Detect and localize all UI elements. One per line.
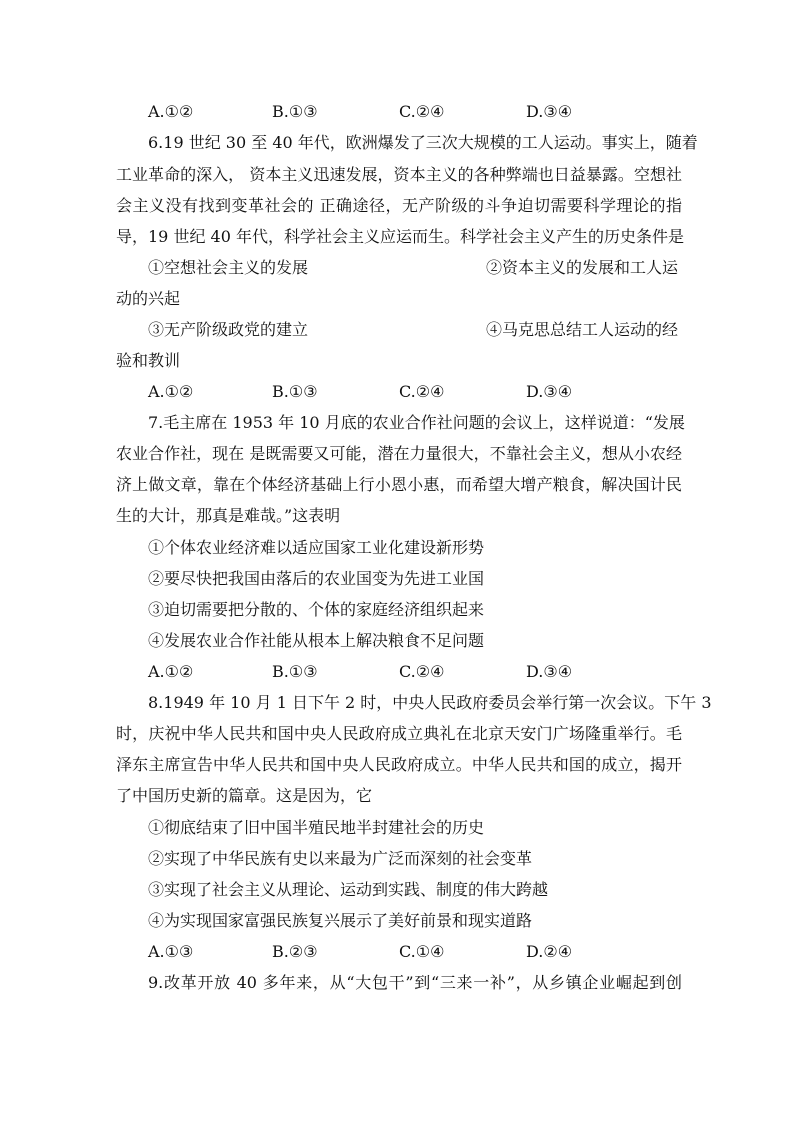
option-a: A.①③ (148, 942, 194, 961)
option-c: C.②④ (399, 382, 445, 401)
q6-item-3: ③无产阶级政党的建立 (148, 320, 309, 339)
q8-item-3: ③实现了社会主义从理论、运动到实践、制度的伟大跨越 (148, 880, 549, 899)
q8-stem-line-1: 8.1949 年 10 月 1 日下午 2 时，中央人民政府委员会举行第一次会议。下午 3 (148, 693, 712, 712)
q8-item-2: ②实现了中华民族有史以来最为广泛而深刻的社会变革 (148, 849, 533, 868)
option-b: B.①③ (272, 102, 318, 121)
option-d: D.②④ (526, 942, 573, 961)
option-a: A.①② (148, 102, 194, 121)
option-b: B.①③ (272, 382, 318, 401)
option-d: D.③④ (526, 662, 573, 681)
q7-stem-line-3: 济上做文章，靠在个体经济基础上行小恩小惠，而希望大增产粮食，解决国计民 (116, 475, 682, 494)
q6-item-2: ②资本主义的发展和工人运 (486, 258, 679, 277)
q7-stem-line-2: 农业合作社，现在 是既需要又可能，潜在力量很大，不靠社会主义，想从小农经 (116, 444, 682, 463)
q6-item-4-cont: 验和教训 (116, 351, 181, 370)
q7-item-2: ②要尽快把我国由落后的农业国变为先进工业国 (148, 569, 485, 588)
q6-items-row-2 (148, 320, 682, 340)
q7-item-3: ③迫切需要把分散的、个体的家庭经济组织起来 (148, 600, 485, 619)
q9-stem-line-1: 9.改革开放 40 多年来，从“大包干”到“三来一补”，从乡镇企业崛起到创 (148, 973, 682, 992)
q7-item-4: ④发展农业合作社能从根本上解决粮食不足问题 (148, 631, 485, 650)
option-c: C.②④ (399, 102, 445, 121)
option-b: B.②③ (272, 942, 318, 961)
q6-stem-line-2: 工业革命的深入， 资本主义迅速发展，资本主义的各种弊端也日益暴露。空想社 (116, 165, 682, 184)
option-c: C.②④ (399, 662, 445, 681)
q7-item-1: ①个体农业经济难以适应国家工业化建设新形势 (148, 538, 485, 557)
option-d: D.③④ (526, 382, 573, 401)
q8-stem-line-4: 了中国历史新的篇章。这是因为，它 (116, 786, 373, 805)
option-d: D.③④ (526, 102, 573, 121)
q8-stem-line-3: 泽东主席宣告中华人民共和国中央人民政府成立。中华人民共和国的成立，揭开 (116, 755, 682, 774)
q6-item-2-cont: 动的兴起 (116, 289, 181, 308)
q6-items-row-1 (148, 258, 682, 278)
option-a: A.①② (148, 382, 194, 401)
q8-item-1: ①彻底结束了旧中国半殖民地半封建社会的历史 (148, 818, 485, 837)
option-b: B.①③ (272, 662, 318, 681)
q6-stem-line-1: 6.19 世纪 30 至 40 年代，欧洲爆发了三次大规模的工人运动。事实上，随着 (148, 133, 698, 152)
q6-stem-line-3: 会主义没有找到变革社会的 正确途径，无产阶级的斗争迫切需要科学理论的指 (116, 196, 682, 215)
option-c: C.①④ (399, 942, 445, 961)
q8-stem-line-2: 时，庆祝中华人民共和国中央人民政府成立典礼在北京天安门广场隆重举行。毛 (116, 724, 682, 743)
q8-item-4: ④为实现国家富强民族复兴展示了美好前景和现实道路 (148, 911, 533, 930)
q7-stem-line-1: 7.毛主席在 1953 年 10 月底的农业合作社问题的会议上，这样说道：“发展 (148, 413, 685, 432)
q6-item-4: ④马克思总结工人运动的经 (486, 320, 679, 339)
q7-stem-line-4: 生的大计，那真是难哉。”这表明 (116, 506, 341, 525)
option-a: A.①② (148, 662, 194, 681)
q6-item-1: ①空想社会主义的发展 (148, 258, 309, 277)
q6-stem-line-4: 导，19 世纪 40 年代，科学社会主义应运而生。科学社会主义产生的历史条件是 (116, 227, 684, 246)
